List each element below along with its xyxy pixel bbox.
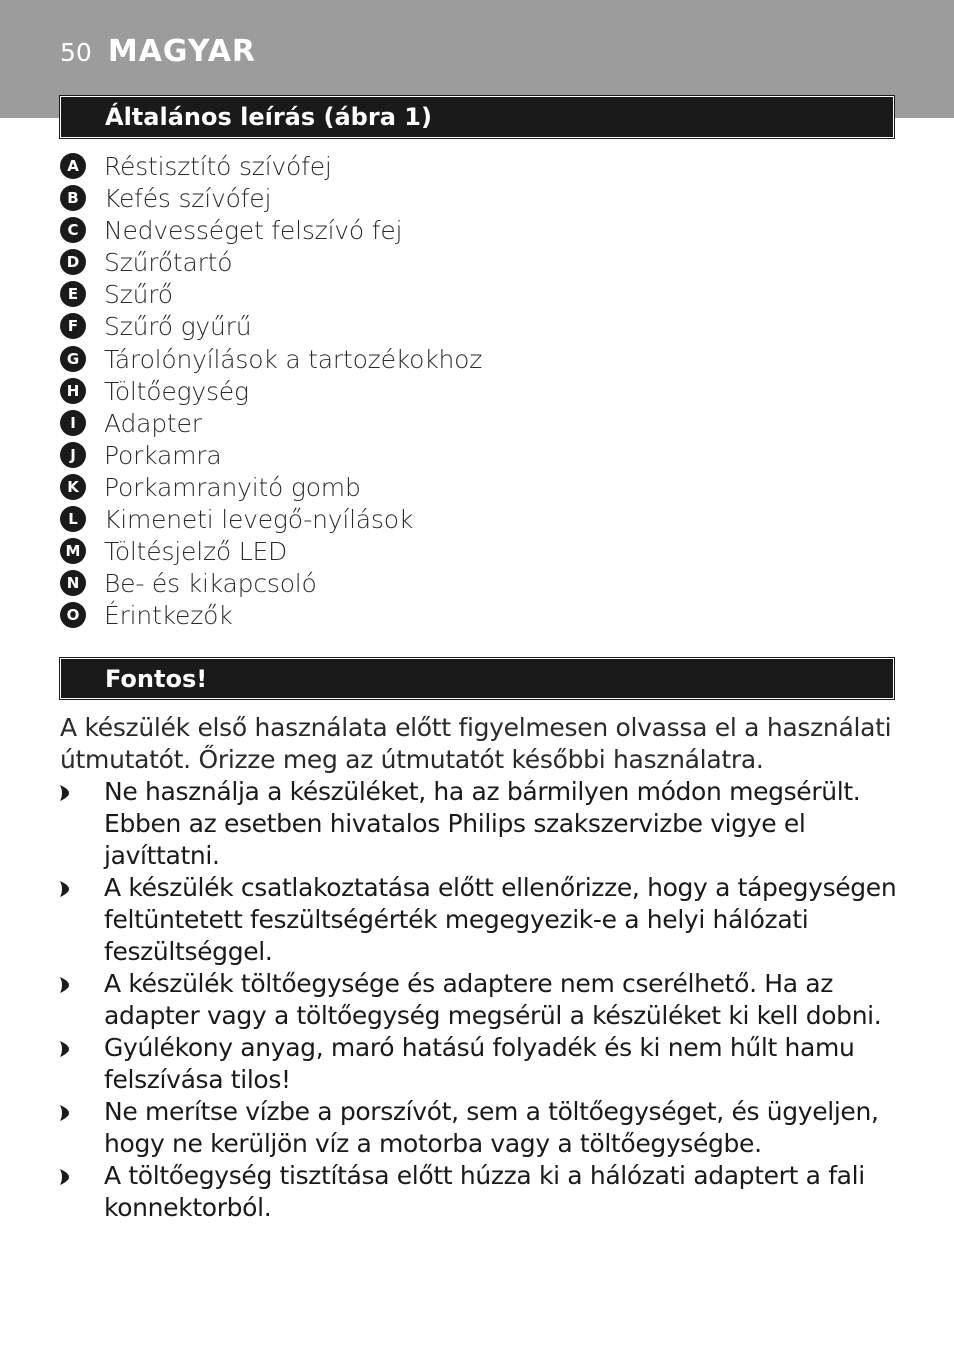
part-label: Kefés szívófej — [104, 184, 272, 214]
letter-badge-icon: N — [60, 570, 86, 596]
bullet-item — [60, 1160, 900, 1224]
page-header — [60, 34, 256, 74]
bullet-item — [60, 1096, 900, 1160]
part-label: Érintkezők — [104, 601, 233, 631]
part-label: Töltésjelző LED — [104, 537, 288, 567]
part-label: Adapter — [104, 408, 202, 438]
important-intro: A készülék első használata előtt figyelmesen olvassa el a használati útmutatót. Őrizze meg az útmutatót későbbi használatra. — [60, 713, 892, 774]
part-label: Szűrő gyűrű — [104, 312, 252, 342]
language-title: MAGYAR — [107, 34, 257, 69]
part-label: Porkamranyitó gomb — [104, 472, 361, 502]
letter-badge-icon: G — [60, 346, 86, 372]
letter-badge-icon: C — [60, 217, 86, 243]
letter-badge-icon: H — [60, 378, 86, 404]
letter-badge-icon: A — [60, 153, 86, 179]
part-label: Be- és kikapcsoló — [104, 569, 317, 599]
bullet-text: A készülék töltőegysége és adaptere nem cserélhető. Ha az adapter vagy a töltőegység megsérül a készüléket ki kell dobni. — [104, 969, 882, 1030]
bullet-item — [60, 776, 900, 872]
letter-badge-icon: J — [60, 442, 86, 468]
bullet-text: Ne merítse vízbe a porszívót, sem a töltőegységet, és ügyeljen, hogy ne kerüljön víz a motorba vagy a töltőegységbe. — [104, 1097, 879, 1158]
letter-badge-icon: E — [60, 281, 86, 307]
letter-badge-icon: M — [60, 538, 86, 564]
part-label: Réstisztító szívófej — [104, 152, 332, 181]
bullet-item — [60, 872, 900, 968]
part-label: Tárolónyílások a tartozékokhoz — [104, 344, 483, 374]
bullet-item — [60, 1032, 900, 1096]
part-label: Szűrőtartó — [104, 248, 233, 278]
page-number: 50 — [60, 38, 92, 67]
bullet-arrow-icon — [60, 785, 69, 801]
important-bullets — [60, 776, 900, 1224]
section-bar-important — [60, 658, 894, 699]
letter-badge-icon: D — [60, 249, 86, 275]
section-bar-general — [60, 96, 894, 138]
part-label: Nedvességet felszívó fej — [104, 216, 403, 246]
letter-badge-icon: K — [60, 474, 86, 500]
bullet-text: Gyúlékony anyag, maró hatású folyadék és ki nem hűlt hamu felszívása tilos! — [104, 1033, 855, 1094]
bullet-text: A töltőegység tisztítása előtt húzza ki a hálózati adaptert a fali konnektorból. — [104, 1161, 865, 1222]
section-title-important: Fontos! — [105, 665, 208, 693]
letter-badge-icon: I — [60, 410, 86, 436]
part-label: Szűrő — [104, 280, 173, 310]
part-label: Porkamra — [104, 440, 222, 470]
letter-badge-icon: O — [60, 602, 86, 628]
bullet-arrow-icon — [60, 1041, 69, 1057]
bullet-arrow-icon — [60, 881, 69, 897]
bullet-arrow-icon — [60, 1169, 69, 1185]
section-title-general: Általános leírás (ábra 1) — [105, 103, 432, 131]
letter-badge-icon: B — [60, 185, 86, 211]
bullet-text: Ne használja a készüléket, ha az bármilyen módon megsérült. Ebben az esetben hivatalos Philips szakszervizbe vigye el javíttatni. — [104, 777, 861, 870]
letter-badge-icon: F — [60, 313, 86, 339]
part-label: Töltőegység — [104, 376, 249, 406]
bullet-text: A készülék csatlakoztatása előtt ellenőrizze, hogy a tápegységen feltüntetett feszültségérték megegyezik-e a helyi hálózati feszültséggel. — [104, 873, 897, 966]
bullet-arrow-icon — [60, 1105, 69, 1121]
bullet-arrow-icon — [60, 977, 69, 993]
letter-badge-icon: L — [60, 506, 86, 532]
part-label: Kimeneti levegő-nyílások — [104, 505, 414, 535]
bullet-item — [60, 968, 900, 1032]
